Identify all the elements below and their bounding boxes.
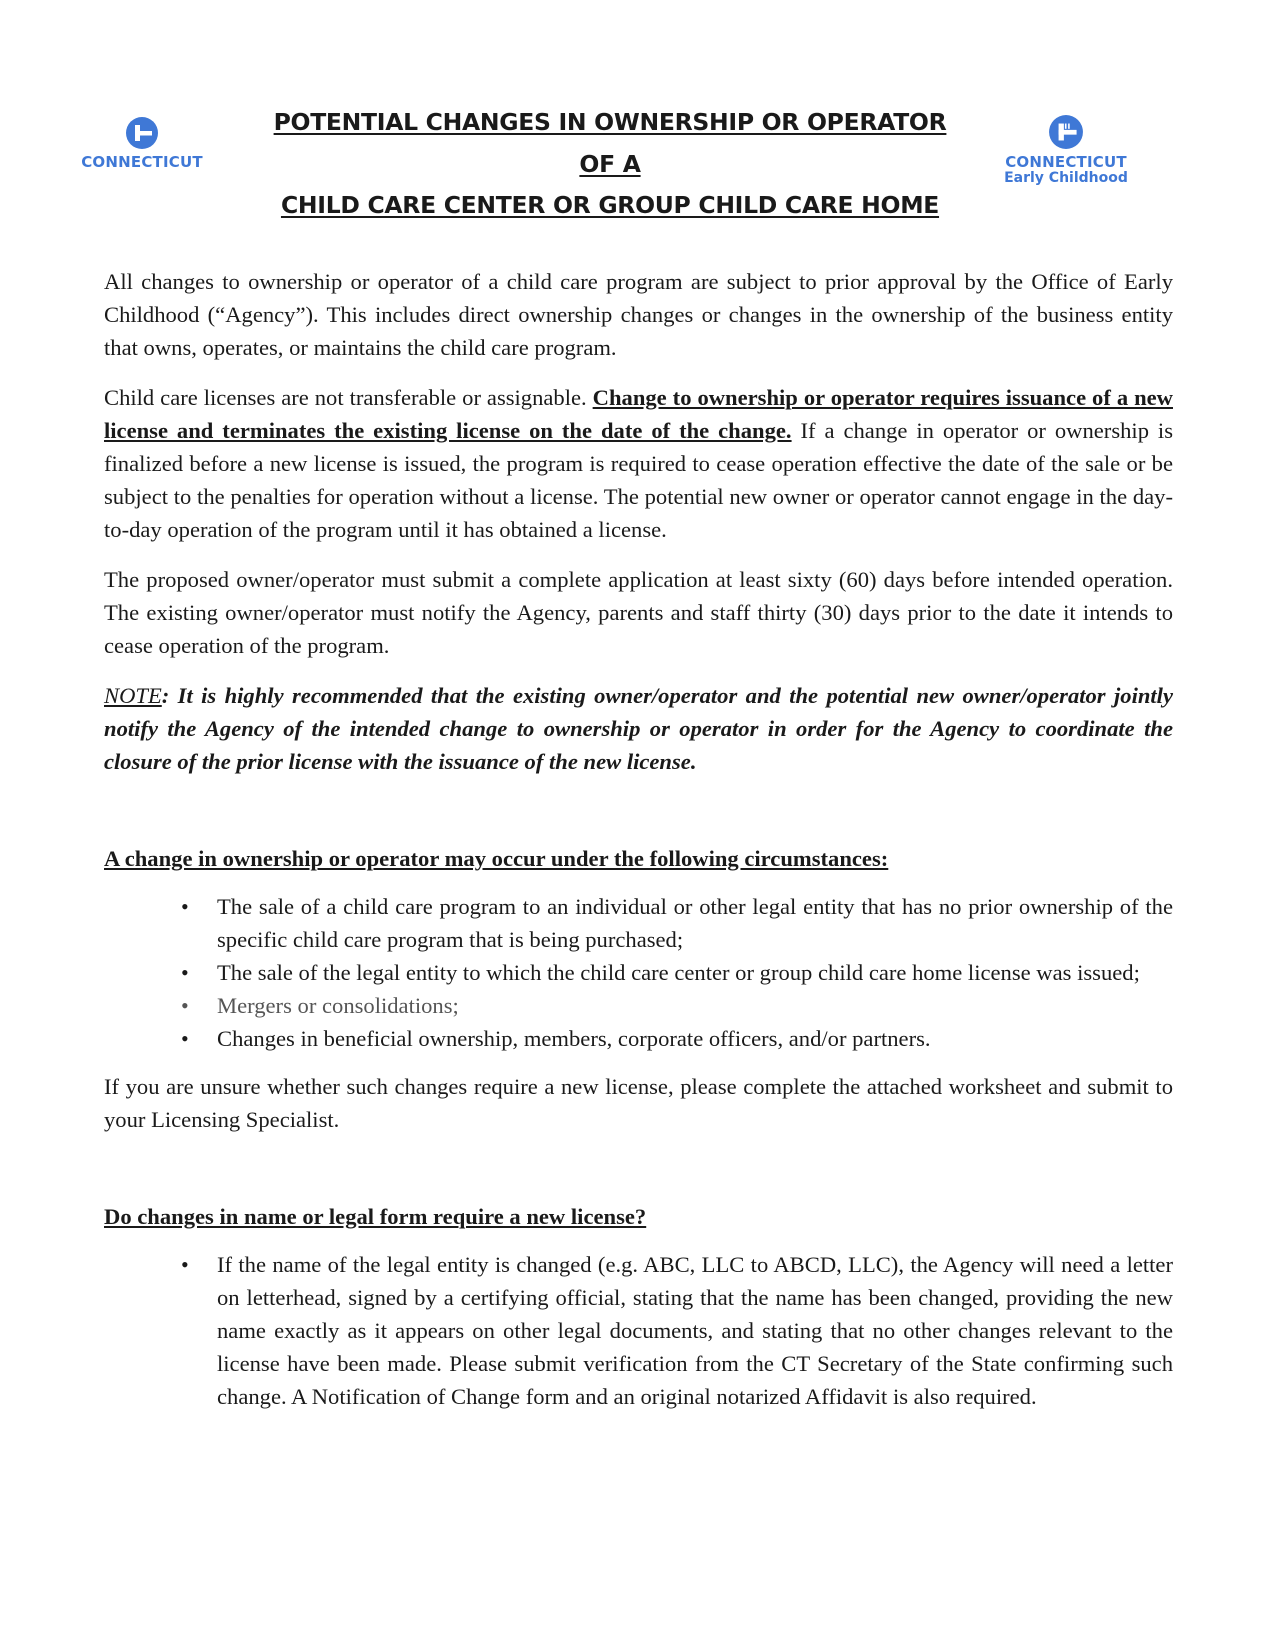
circumstances-list bbox=[104, 890, 1173, 1055]
title-line-1: POTENTIAL CHANGES IN OWNERSHIP OR OPERATOR bbox=[273, 108, 947, 136]
connecticut-logo-left bbox=[72, 116, 212, 171]
list-item: • Changes in beneficial ownership, members, corporate officers, and/or partners. bbox=[217, 1022, 1173, 1055]
note-text: : It is highly recommended that the existing owner/operator and the potential new owner/operator jointly notify the Agency of the intended change to ownership or operator in order for the Agency to coordinate the closure of the prior license with the issuance of the new license. bbox=[104, 683, 1173, 774]
intro-paragraph-3: The proposed owner/operator must submit a complete application at least sixty (60) days before intended operation. The existing owner/operator must notify the Agency, parents and staff thirty (30) days prior to the date it intends to cease operation of the program. bbox=[104, 567, 1173, 658]
page-title bbox=[230, 102, 990, 227]
document-body bbox=[104, 265, 1173, 1413]
logo-left-text: CONNECTICUT bbox=[81, 153, 203, 171]
p2-emphasis: Change to ownership or operator requires issuance of a new license and terminates the existing license on the date of the change. bbox=[104, 385, 1173, 443]
note-paragraph bbox=[104, 679, 1173, 778]
intro-paragraph-1: All changes to ownership or operator of a child care program are subject to prior approval by the Office of Early Childhood (“Agency”). This includes direct ownership changes or changes in the ownership of the business entity that owns, operates, or maintains the child care program. bbox=[104, 269, 1173, 360]
note-label: NOTE bbox=[104, 683, 162, 708]
list-item: • If the name of the legal entity is changed (e.g. ABC, LLC to ABCD, LLC), the Agency will need a letter on letterhead, signed by a certifying official, stating that the name has been changed, providing the new name exactly as it appears on other legal documents, and stating that no other changes relevant to the license have been made. Please submit verification from the CT Secretary of the State confirming such change. A Notification of Change form and an original notarized Affidavit is also required. bbox=[217, 1248, 1173, 1413]
logo-right-subtext: Early Childhood bbox=[1004, 170, 1128, 186]
connecticut-early-childhood-logo bbox=[996, 114, 1136, 186]
list-item: • The sale of the legal entity to which the child care center or group child care home license was issued; bbox=[217, 956, 1173, 989]
list-item: • The sale of a child care program to an individual or other legal entity that has no prior ownership of the specific child care program that is being purchased; bbox=[217, 890, 1173, 956]
intro-paragraph-2 bbox=[104, 381, 1173, 546]
circumstances-followup: If you are unsure whether such changes require a new license, please complete the attached worksheet and submit to your Licensing Specialist. bbox=[104, 1074, 1173, 1132]
title-line-2: OF A bbox=[579, 149, 641, 178]
name-change-list bbox=[104, 1248, 1173, 1413]
name-change-heading: Do changes in name or legal form require a new license? bbox=[104, 1204, 647, 1229]
connecticut-logo-icon bbox=[125, 116, 159, 150]
p2-end: If a change in operator or ownership is finalized before a new license is issued, the program is required to cease operation effective the date of the sale or be subject to the penalties for operation without a license. The potential new owner or operator cannot engage in the day-to-day operation of the program until it has obtained a license. bbox=[104, 418, 1173, 542]
circumstances-heading: A change in ownership or operator may occur under the following circumstances: bbox=[104, 846, 889, 871]
p2-start: Child care licenses are not transferable or assignable. bbox=[104, 385, 593, 410]
list-item: • Mergers or consolidations; bbox=[217, 989, 1173, 1022]
title-line-3: CHILD CARE CENTER OR GROUP CHILD CARE HOME bbox=[280, 191, 940, 219]
logo-right-text: CONNECTICUT bbox=[1005, 153, 1127, 171]
connecticut-logo-icon bbox=[1048, 114, 1084, 150]
